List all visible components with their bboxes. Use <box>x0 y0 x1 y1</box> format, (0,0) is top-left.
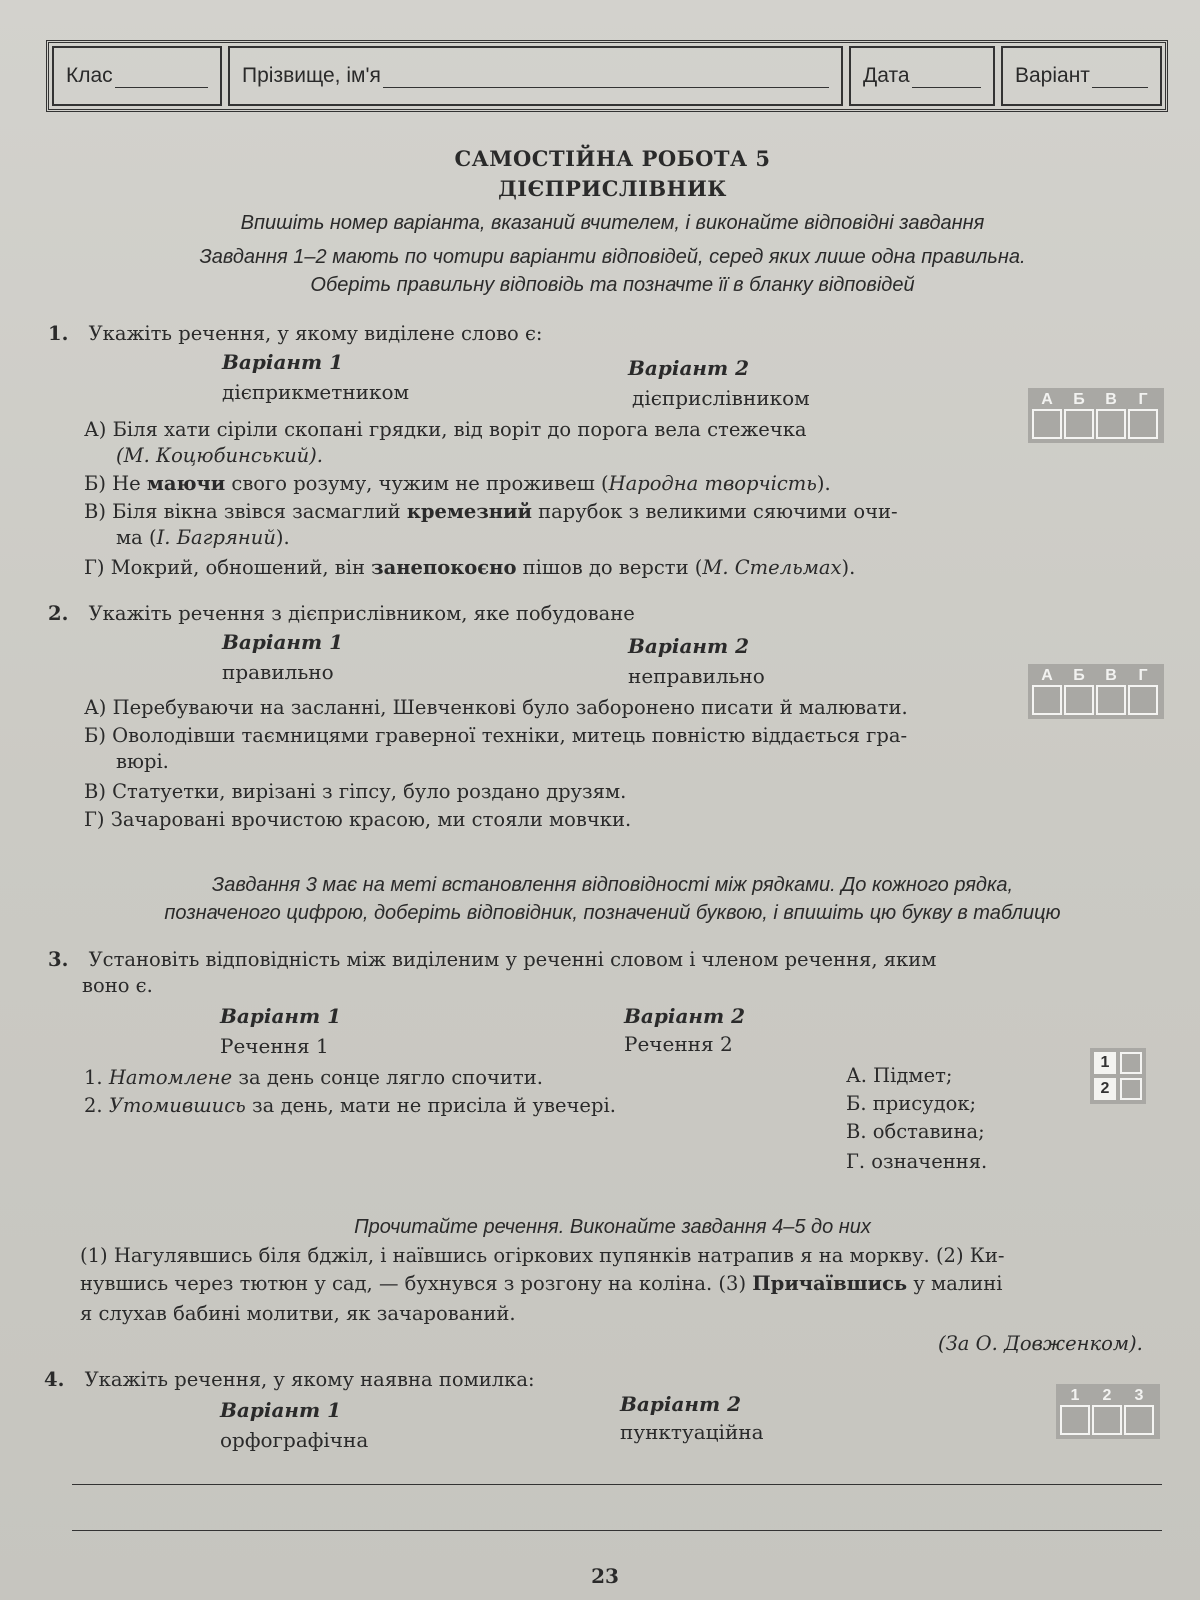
q3-option-b: Б. присудок; <box>846 1092 977 1115</box>
q4-grid-label-1: 1 <box>1070 1387 1080 1404</box>
q4-text: Укажіть речення, у якому наявна помилка: <box>84 1368 535 1391</box>
q4-answer-cell[interactable] <box>1124 1405 1154 1435</box>
q2-prompt <box>48 602 635 625</box>
q3-variant1-label: Варіант 1 <box>220 1004 342 1028</box>
q3-variant2-value: Речення 2 <box>624 1032 733 1056</box>
q4-answer-grid <box>1056 1384 1160 1439</box>
q3-text-cont: воно є. <box>82 974 153 997</box>
q2-text: Укажіть речення з дієприслівником, яке побудоване <box>88 602 635 625</box>
answer-line-1[interactable] <box>72 1484 1162 1485</box>
q1-variant1-value: дієприкметником <box>222 380 410 404</box>
q2-grid-label-a: А <box>1041 667 1053 684</box>
q3-match-grid <box>1090 1048 1146 1104</box>
q1-answer-cell[interactable] <box>1032 409 1062 439</box>
q1-grid-label-b: Б <box>1073 391 1085 408</box>
q1-variant2-label: Варіант 2 <box>628 356 750 380</box>
q2-answer-cell[interactable] <box>1096 685 1126 715</box>
q4-grid-label-3: 3 <box>1134 1387 1144 1404</box>
q4-answer-cell[interactable] <box>1060 1405 1090 1435</box>
q2-answer-cell[interactable] <box>1032 685 1062 715</box>
q2-variant2-label: Варіант 2 <box>628 634 750 658</box>
name-label: Прізвище, ім'я <box>242 64 381 87</box>
class-label: Клас <box>66 64 113 87</box>
read-instruction: Прочитайте речення. Виконайте завдання 4–5 до них <box>354 1216 871 1238</box>
q3-number: 3. <box>48 948 69 971</box>
q1-variant1-label: Варіант 1 <box>222 350 344 374</box>
q1-answer-cell[interactable] <box>1128 409 1158 439</box>
q2-grid-label-b: Б <box>1073 667 1085 684</box>
date-field[interactable] <box>849 46 995 106</box>
q1-grid-label-v: В <box>1105 391 1117 408</box>
q1-option-g: Г) Мокрий, обношений, він занепокоєно пішов до версти (М. Стельмах). <box>84 556 856 579</box>
q2-answer-cell[interactable] <box>1064 685 1094 715</box>
instruction-3-line-2: позначеного цифрою, доберіть відповідник, позначений буквою, і впишіть цю букву в таблицю <box>164 902 1061 924</box>
q2-variant2-value: неправильно <box>628 664 765 688</box>
q2-variant1-value: правильно <box>222 660 334 684</box>
passage-line-3: я слухав бабині молитви, як зачарований. <box>80 1302 516 1325</box>
q1-answer-grid <box>1028 388 1164 443</box>
q3-text: Установіть відповідність між виділеним у реченні словом і членом речення, яким <box>88 948 937 971</box>
page-title: САМОСТІЙНА РОБОТА 5 <box>454 146 771 171</box>
q4-variant1-label: Варіант 1 <box>220 1398 342 1422</box>
q3-match-cell-1[interactable] <box>1120 1052 1142 1074</box>
q4-variant1-value: орфографічна <box>220 1428 369 1452</box>
q1-text: Укажіть речення, у якому виділене слово є: <box>88 322 543 345</box>
passage-line-2: нувшись через тютюн у сад, — бухнувся з розгону на коліна. (3) Причаївшись у малині <box>80 1272 1003 1295</box>
q4-number: 4. <box>44 1368 65 1391</box>
class-field[interactable] <box>52 46 222 106</box>
passage-source: (За О. Довженком). <box>938 1332 1143 1355</box>
q1-option-a-author: (М. Коцюбинський). <box>116 444 323 467</box>
q2-grid-label-g: Г <box>1138 667 1148 684</box>
q3-match-cell-2[interactable] <box>1120 1078 1142 1100</box>
q2-option-g: Г) Зачаровані врочистою красою, ми стояли мовчки. <box>84 808 632 831</box>
q1-prompt <box>48 322 542 345</box>
q1-number: 1. <box>48 322 69 345</box>
q2-option-a: А) Перебуваючи на засланні, Шевченкові було заборонено писати й малювати. <box>84 696 908 719</box>
date-label: Дата <box>863 64 910 87</box>
q4-variant2-label: Варіант 2 <box>620 1392 742 1416</box>
passage-line-1: (1) Нагулявшись біля бджіл, і наївшись огіркових пупянків натрапив я на моркву. (2) Ки- <box>80 1244 1005 1267</box>
q3-option-v: В. обставина; <box>846 1120 985 1143</box>
q3-option-g: Г. означення. <box>846 1150 988 1173</box>
q1-option-v-cont: ма (І. Багряний). <box>116 526 290 549</box>
page-subtitle: ДІЄПРИСЛІВНИК <box>498 176 727 201</box>
variant-field[interactable] <box>1001 46 1162 106</box>
q4-grid-label-2: 2 <box>1102 1387 1112 1404</box>
name-field[interactable] <box>228 46 843 106</box>
q1-option-v: В) Біля вікна звівся засмаглий кремезний парубок з великими сяючими очи- <box>84 500 898 523</box>
instruction-line-2: Завдання 1–2 мають по чотири варіанти відповідей, серед яких лише одна правильна. <box>199 246 1026 268</box>
q2-option-v: В) Статуетки, вирізані з гіпсу, було роздано друзям. <box>84 780 627 803</box>
instruction-line-3: Оберіть правильну відповідь та позначте її в бланку відповідей <box>310 274 915 296</box>
q4-answer-cell[interactable] <box>1092 1405 1122 1435</box>
q1-option-a: А) Біля хати сіріли скопані грядки, від воріт до порога вела стежечка <box>84 418 807 441</box>
q2-option-b: Б) Оволодівши таємницями граверної техніки, митець повністю віддається гра- <box>84 724 908 747</box>
q3-sentence-1: 1. Натомлене за день сонце лягло спочити. <box>84 1066 543 1089</box>
q3-grid-num-1: 1 <box>1094 1052 1116 1074</box>
q2-answer-cell[interactable] <box>1128 685 1158 715</box>
variant-label: Варіант <box>1015 64 1090 87</box>
answer-line-2[interactable] <box>72 1530 1162 1531</box>
q4-variant2-value: пунктуаційна <box>620 1420 764 1444</box>
q1-answer-cell[interactable] <box>1096 409 1126 439</box>
q3-sentence-2: 2. Утомившись за день, мати не присіла й увечері. <box>84 1094 616 1117</box>
q1-option-b: Б) Не маючи свого розуму, чужим не проживеш (Народна творчість). <box>84 472 831 495</box>
q3-variant2-label: Варіант 2 <box>624 1004 746 1028</box>
q4-prompt <box>44 1368 535 1391</box>
q2-option-b-cont: вюрі. <box>116 750 169 773</box>
q3-grid-num-2: 2 <box>1094 1078 1116 1100</box>
instruction-3-line-1: Завдання 3 має на меті встановлення відповідності між рядками. До кожного рядка, <box>211 874 1014 896</box>
instruction-line-1: Впишіть номер варіанта, вказаний вчителем, і виконайте відповідні завдання <box>240 212 985 234</box>
q1-variant2-value: дієприслівником <box>632 386 810 410</box>
q2-number: 2. <box>48 602 69 625</box>
q1-grid-label-a: А <box>1041 391 1053 408</box>
q1-grid-label-g: Г <box>1138 391 1148 408</box>
q2-variant1-label: Варіант 1 <box>222 630 344 654</box>
page-number: 23 <box>591 1564 619 1588</box>
q2-grid-label-v: В <box>1105 667 1117 684</box>
q1-answer-cell[interactable] <box>1064 409 1094 439</box>
q3-option-a: А. Підмет; <box>846 1064 953 1087</box>
q2-answer-grid <box>1028 664 1164 719</box>
q3-prompt <box>48 948 936 971</box>
q3-variant1-value: Речення 1 <box>220 1034 329 1058</box>
student-info-header <box>46 40 1168 112</box>
